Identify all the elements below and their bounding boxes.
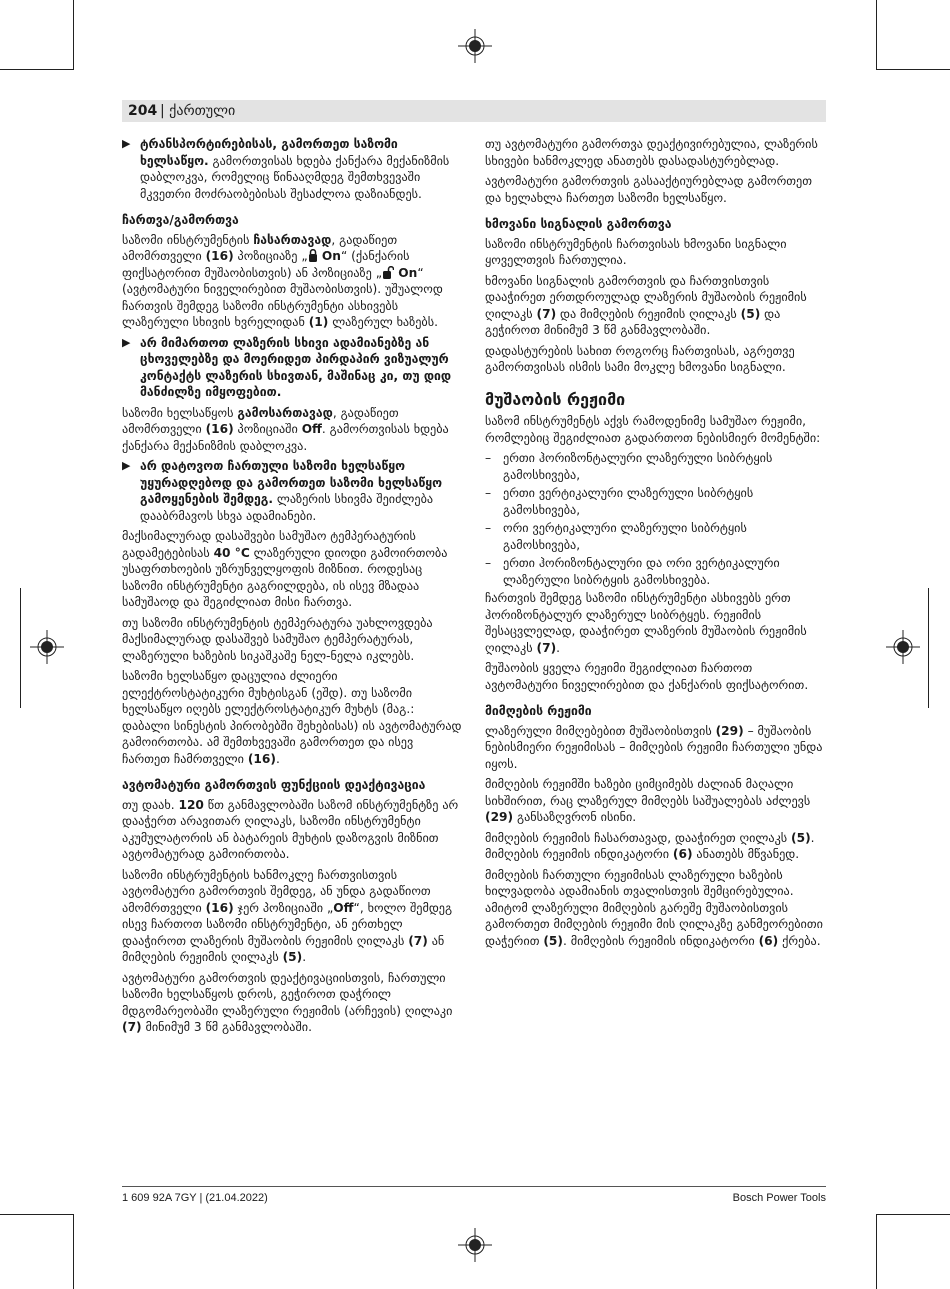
paragraph-switch-on: საზომი ინსტრუმენტის ჩასართავად, გადაწიეთ ამომრთველი (16) პოზიციაზე „ On“ (ქანქარის ფიქსატორით მუშაობისთვის) ან პოზიციაზე „ On“ (ავტომატური ნიველირებით მუშაობისთვის). უშუალოდ ჩართვის შემდეგ საზომი ინსტრუმენტი ასხივებს ლაზერული სხივის ხვრელიდან (1) ლაზერულ ხაზებს.: [122, 232, 443, 329]
paragraph-switch-off: საზომი ხელსაწყოს გამოსართავად, გადაწიეთ ამომრთველი (16) პოზიციაში Off. გამორთვისას ხდება ქანქარა მექანიზმის დაბლოკვა.: [122, 405, 449, 453]
right-column: [485, 136, 825, 953]
section-heading-modes: მუშაობის რეჟიმი: [485, 389, 626, 409]
pendulum-unlock-icon: [382, 266, 394, 279]
paragraph-sound-toggle: ხმოვანი სიგნალის გამორთვის და ჩართვისთვის დააჭირეთ ერთდროულად ლაზერის მუშაობის რეჟიმის ღილაკს (7) და მიმღების რეჟიმის ღილაკს (5) და გეჭიროთ მინიმუმ 3 წმ განმავლობაში.: [485, 273, 807, 337]
left-column: [122, 136, 462, 1040]
warning-text: გამორთვისას ხდება ქანქარა მექანიზმის დაბლოკვა, რომელიც წინააღმდეგ შემთხვევაში მკვეთრი მოძრაობებისას შესაძლოა დაზიანდეს.: [140, 153, 450, 201]
crop-mark: [0, 69, 74, 70]
paragraph-deactivate: ავტომატური გამორთვის დეაქტივაციისთვის, ჩართული საზომი ხელსაწყოს დროს, გეჭიროთ დაჭრილ მდგომარეობაში ლაზერული რეჟიმის (არჩევის) ღილაკი (7) მინიმუმ 3 წმ განმავლობაში.: [122, 970, 453, 1034]
list-item: – ერთი ჰორიზონტალური ლაზერული სიბრტყის გამოსხივება,: [485, 451, 773, 482]
paragraph-modes-all: მუშაობის ყველა რეჟიმი შეგიძლიათ ჩართოთ ავტომატური ნიველირებით და ქანქარის ფიქსატორით.: [485, 661, 809, 692]
warning-laser-eyes: [122, 335, 462, 401]
crop-mark: [73, 0, 74, 70]
page-language: | ქართული: [160, 103, 236, 119]
crop-mark: [0, 1214, 74, 1215]
paragraph-reactivate: ავტომატური გამორთვის გასააქტიურებლად გამორთეთ და ხელახლა ჩართეთ საზომი ხელსაწყო.: [485, 174, 812, 205]
paragraph-brightness: თუ საზომი ინსტრუმენტის ტემპერატურა უახლოვდება მაქსიმალურად დასაშვებ სამუშაო ტემპერატურას, ლაზერული ხაზების სიკაშკაშე ნელ-ნელა იკლებს.: [122, 615, 433, 663]
triangle-right-icon: ▶: [122, 335, 131, 349]
list-item: – ერთი ჰორიზონტალური და ორი ვერტიკალური ლაზერული სიბრტყის გამოსხივება.: [485, 556, 780, 587]
footer-brand: Bosch Power Tools: [732, 1192, 826, 1204]
paragraph-receiver-activate: მიმღების რეჟიმის ჩასართავად, დააჭირეთ ღილაკს (5). მიმღების რეჟიმის ინდიკატორი (6) ანათებს მწვანედ.: [485, 830, 815, 861]
paragraph-auto-off: თუ დაახ. 120 წთ განმავლობაში საზომ ინსტრუმენტზე არ დააჭერთ არავითარ ღილაკს, საზომი ინსტრუმენტი აკუმულატორის ან ბატარეის მუხტის დაზოგვის მიზნით ავტომატურად გამოირთობა.: [122, 797, 459, 861]
warning-bold-text: ტრანსპორტირებისას, გამორთეთ საზომი ხელსაწყო.: [140, 137, 398, 168]
registration-mark-icon: [30, 630, 64, 664]
triangle-right-icon: ▶: [122, 137, 131, 150]
paragraph-sound-confirm: დადასტურების სახით როგორც ჩართვისას, აგრეთვე გამორთვისას ისმის სამი მოკლე ხმოვანი სიგნალი.: [485, 343, 795, 374]
paragraph-temperature: მაქსიმალურად დასაშვები სამუშაო ტემპერატურის გადამეტებისას 40 °C ლაზერული დიოდი გამოირთობა უსაფრთხოების უზრუნველყოფის მიზნით. როდესაც საზომი ინსტრუმენტი გაგრილდება, ის ისევ მზადაა სამუშაოდ და შეგიძლიათ მისი ჩართვა.: [122, 529, 448, 609]
paragraph-mode-switch: ჩართვის შემდეგ საზომი ინსტრუმენტი ასხივებს ერთ ჰორიზონტალურ ლაზერულ სიბრტყეს. რეჟიმის შესაცვლელად, დააჭირეთ ლაზერის მუშაობის რეჟიმის ღილაკს (7).: [485, 591, 807, 655]
paragraph-restart: საზომი ინსტრუმენტის ხანმოკლე ჩართვისთვის ავტომატური გამორთვის შემდეგ, ან უნდა გადაწიოთ ამომრთველი (16) ჯერ პოზიციაში „Off“, ხოლო შემდეგ ისევ ჩართოთ საზომი ინსტრუმენტი, ან ერთხელ დააჭიროთ ლაზერის მუშაობის რეჟიმის ღილაკს (7) ან მიმღების რეჟიმის ღილაკს (5).: [122, 867, 453, 964]
paragraph-receiver-off: მიმღების ჩართული რეჟიმისას ლაზერული ხაზების ხილვადობა ადამიანის თვალისთვის შემცირებულია. ამიტომ ლაზერული მიმღების გარეშე მუშაობისთვის გამორთეთ მიმღების რეჟიმი მის ღილაკზე განმეორებითი დაჭერით (5). მიმღების რეჟიმის ინდიკატორი (6) ქრება.: [485, 867, 823, 948]
warning-transport: [122, 136, 462, 202]
crop-mark: [876, 69, 950, 70]
footer-divider: [122, 1186, 826, 1187]
crop-mark: [876, 1214, 950, 1215]
section-heading-sound: ხმოვანი სიგნალის გამორთვა: [485, 217, 672, 231]
pendulum-lock-icon: [308, 249, 318, 262]
crop-mark: [20, 588, 21, 708]
registration-mark-icon: [458, 29, 492, 63]
section-heading-receiver: მიმღების რეჟიმი: [485, 704, 592, 718]
warning-bold-text: არ მიმართოთ ლაზერის სხივი ადამიანებზე ან ცხოველებზე და მოერიდეთ პირდაპირ ვიზუალურ კონტაქტს ლაზერის სხივთან, მაშინაც კი, თუ დიდ მანძილზე იმყოფებით.: [140, 335, 452, 399]
warning-bold-text: არ დატოვოთ ჩართული საზომი ხელსაწყო უყურადღებოდ და გამორთეთ საზომი ხელსაწყო გამოყენების შემდეგ.: [140, 459, 443, 506]
warning-unattended: [122, 458, 462, 524]
section-heading-onoff: ჩართვა/გამორთვა: [122, 213, 239, 227]
paragraph-receiver-flash: მიმღების რეჟიმში ხაზები ციმციმებს ძალიან მაღალი სიხშირით, რაც ლაზერულ მიმღებს საშუალებას აძლევს (29) განსაზღვრონ ისინი.: [485, 777, 811, 824]
crop-mark: [876, 1214, 877, 1289]
paragraph-esd: საზომი ხელსაწყო დაცულია ძლიერი ელექტროსტატიკური მუხტისგან (ეშდ). თუ საზომი ხელსაწყო იღებს ელექტროსტატიკურ მუხტს (მაგ.: დაბალი სინესტის პირობებში შეხებისას) ის ავტომატურად გამოირთობა. ამ შემთხვევაში გამორთეთ და ისევ ჩართეთ ჩამრთველი (16).: [122, 669, 462, 766]
paragraph-deactivated-flash: თუ ავტომატური გამორთვა დეაქტივირებულია, ლაზერის სხივები ხანმოკლედ ანათებს დასადასტურებლად.: [485, 137, 818, 168]
registration-mark-icon: [886, 630, 920, 664]
crop-mark: [928, 588, 929, 708]
list-item: – ერთი ვერტიკალური ლაზერული სიბრტყის გამოსხივება,: [485, 486, 754, 517]
footer-doc-number: 1 609 92A 7GY | (21.04.2022): [122, 1192, 268, 1204]
paragraph-sound-default: საზომი ინსტრუმენტის ჩართვისას ხმოვანი სიგნალი ყოველთვის ჩართულია.: [485, 236, 787, 267]
registration-mark-icon: [458, 1228, 492, 1262]
page-number: 204: [128, 103, 158, 119]
warning-text: ლაზერის სხივმა შეიძლება დააბრმავოს სხვა ადამიანები.: [140, 492, 434, 523]
paragraph-modes-intro: საზომ ინსტრუმენტს აქვს რამოდენიმე სამუშაო რეჟიმი, რომლებიც შეგიძლიათ გადართოთ ნებისმიერ მომენტში:: [485, 414, 821, 445]
section-heading-auto-off: ავტომატური გამორთვის ფუნქციის დეაქტივაცია: [122, 778, 426, 792]
paragraph-receiver-on: ლაზერული მიმღებებით მუშაობისთვის (29) – მუშაობის ნებისმიერი რეჟიმისას – მიმღების რეჟიმი ჩართული უნდა იყოს.: [485, 723, 823, 771]
crop-mark: [876, 0, 877, 70]
list-item: – ორი ვერტიკალური ლაზერული სიბრტყის გამოსხივება,: [485, 521, 747, 552]
crop-mark: [73, 1214, 74, 1289]
triangle-right-icon: ▶: [122, 459, 131, 472]
